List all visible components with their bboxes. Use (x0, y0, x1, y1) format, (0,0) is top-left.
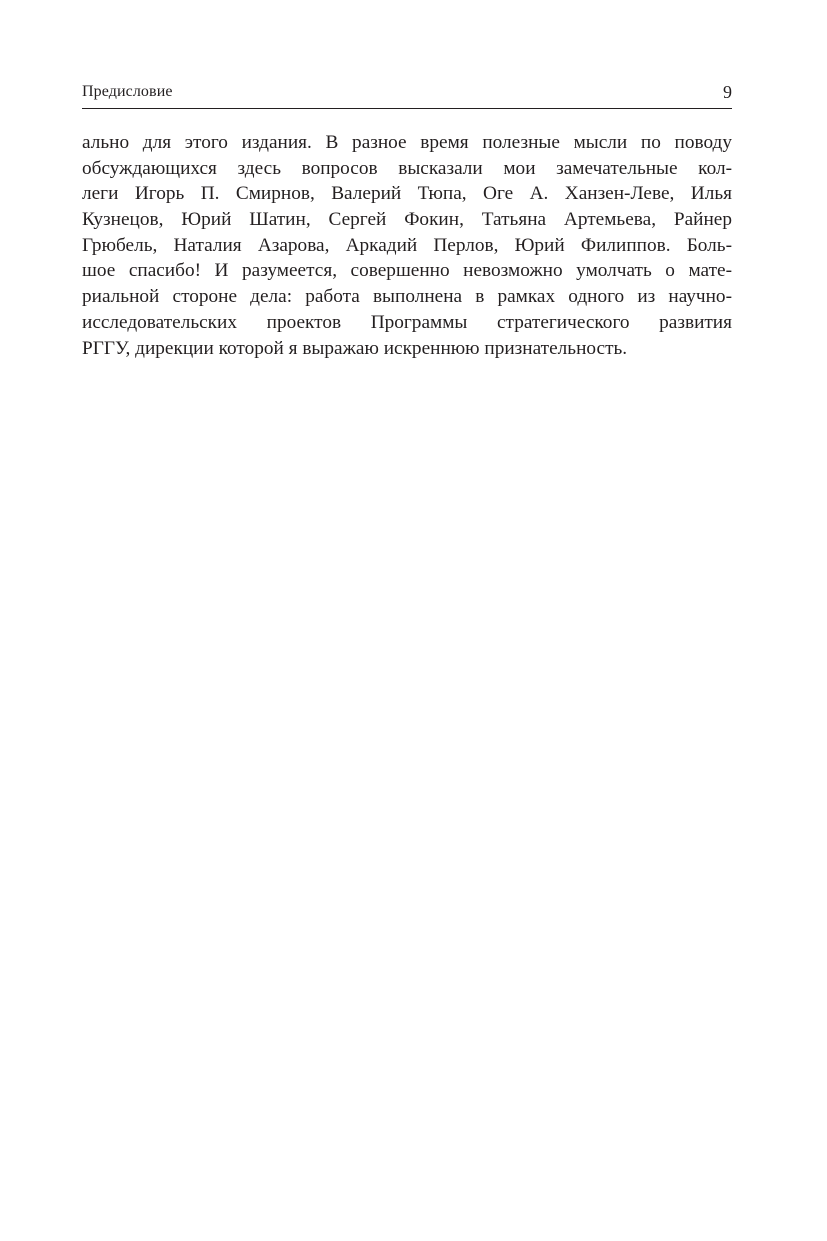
page-number: 9 (723, 82, 732, 102)
text-line: Кузнецов, Юрий Шатин, Сергей Фокин, Татьяна Артемьева, Райнер (82, 209, 732, 231)
text-line: риальной стороне дела: работа выполнена в рамках одного из научно- (82, 286, 732, 308)
text-line: обсуждающихся здесь вопросов высказали мои замечательные кол- (82, 157, 732, 179)
text-line: РГГУ, дирекции которой я выражаю искреннюю признательность. (82, 337, 628, 359)
text-line: исследовательских проектов Программы стратегического развития (82, 311, 732, 333)
text-line: ально для этого издания. В разное время полезные мысли по поводу (82, 132, 732, 153)
running-header (82, 80, 732, 109)
text-line: шое спасибо! И разумеется, совершенно невозможно умолчать о мате- (82, 260, 732, 282)
text-line: Грюбель, Наталия Азарова, Аркадий Перлов, Юрий Филиппов. Боль- (82, 234, 732, 256)
header-title: Предисловие (82, 83, 173, 100)
body-paragraph (82, 130, 732, 361)
text-line: леги Игорь П. Смирнов, Валерий Тюпа, Оге А. Ханзен-Леве, Илья (82, 183, 732, 205)
